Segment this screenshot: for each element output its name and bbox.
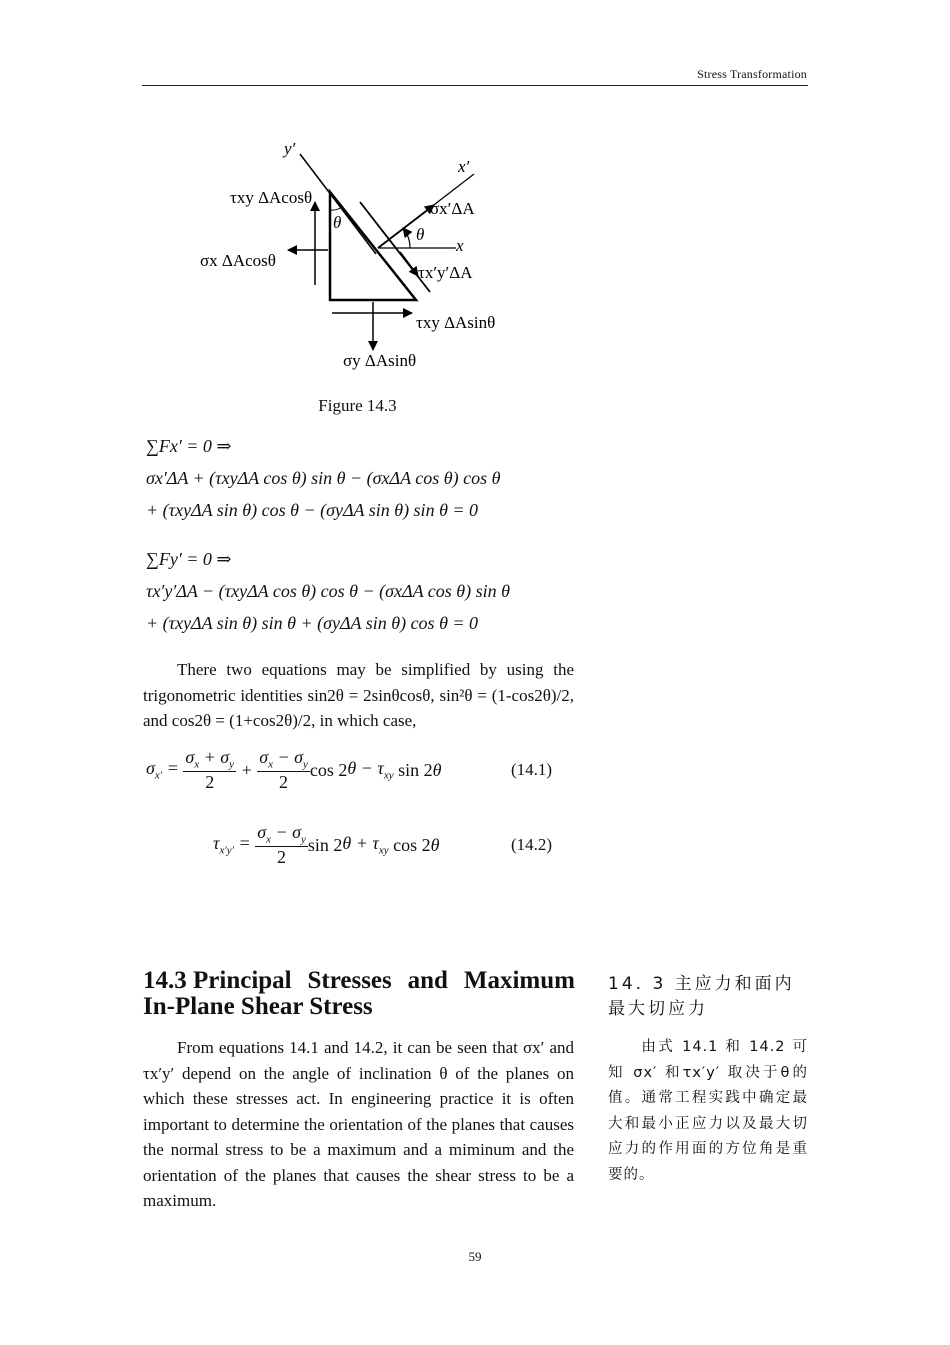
theta-label: θ [416,225,425,244]
txpyp-a-label: τx′y′ΔA [418,263,473,282]
section-heading [143,968,575,1020]
fx-equation-line2: + (τxyΔA sin θ) cos θ − (σyΔA sin θ) sin θ = 0 [146,500,479,520]
intro-paragraph-text: There two equations may be simplified by using the trigonometric identities sin2θ = 2sinθcosθ, sin²θ = (1-cos2θ)/2, and cos2θ = (1+cos2θ)/2, in which case, [143,660,574,730]
chinese-paragraph [608,1035,808,1189]
sum-fx-equation: ∑Fx′ = 0 ⇒ [146,436,232,456]
equation-14-2-number: (14.2) [511,835,553,854]
txy-acos-label: τxy ΔAcosθ [230,188,313,207]
equation-14-2: $\tau_{x'y'}$ = $\frac{\sigma_x - \sigma_y}{2}$ sin 2 $\theta + \tau_{xy}$ cos 2 θ [213,822,440,867]
sum-fy-equation: ∑Fy′ = 0 ⇒ [146,549,232,569]
equation-14-1: $\sigma_{x'}$ = $\frac{\sigma_x + \sigma_y}{2}$ + $\frac{\sigma_x - \sigma_y}{2}$ cos 2 $\theta - \tau_{xy}$ sin 2 θ [146,747,442,792]
theta-arc [403,228,410,248]
chinese-section-heading: 14. 3 主应力和面内最大切应力 [608,974,795,1019]
sigma-x-prime-arrow [378,205,434,248]
running-title: Stress Transformation [697,67,807,81]
chinese-paragraph-text: 由式 14.1 和 14.2 可知 σx′ 和τx′y′ 取决于θ的值。通常工程实践中确定最大和最小正应力以及最大切应力的作用面的方位角是重要的。 [608,1039,808,1183]
figure-caption: Figure 14.3 [318,396,397,415]
section-paragraph [143,1035,574,1214]
fx-equation-line1: σx′ΔA + (τxyΔA cos θ) sin θ − (σxΔA cos θ) cos θ [146,468,501,488]
theta-inner-label: θ [333,213,342,232]
sx-acos-label: σx ΔAcosθ [200,251,276,270]
y-prime-label: y′ [284,139,296,158]
tau-xpyp-arrow [400,252,418,276]
heading-word-4: Maximum [463,967,575,994]
section-paragraph-text: From equations 14.1 and 14.2, it can be seen that σx′ and τx′y′ depend on the angle of inclination θ of the planes on which these stresses act. In engineering practice it is often important to determine the orientation of the planes that causes the normal stress to be a maximum and a miminum and the orientation of the planes that causes the shear stress to be a maximum. [143,1038,574,1210]
heading-word-3: and [407,967,448,994]
heading-word-2: Stresses [307,967,392,994]
fy-equation-line2: + (τxyΔA sin θ) sin θ + (σyΔA sin θ) cos θ = 0 [146,613,479,633]
fy-equation-line1: τx′y′ΔA − (τxyΔA cos θ) cos θ − (σxΔA cos θ) sin θ [146,581,510,601]
header-rule [142,85,808,86]
x-prime-label: x′ [458,157,470,176]
x-label: x [456,236,464,255]
heading-word-1: 14.3 Principal [143,967,292,994]
txy-asin-label: τxy ΔAsinθ [416,313,496,332]
page-number: 59 [468,1249,482,1264]
stress-element-diagram [180,130,540,380]
sxp-a-label: σx′ΔA [430,199,475,218]
intro-paragraph [143,657,574,734]
sy-asin-label: σy ΔAsinθ [343,351,417,370]
triangular-element [330,192,416,300]
equation-14-1-number: (14.1) [511,760,553,779]
heading-line-2: In-Plane Shear Stress [143,993,373,1020]
